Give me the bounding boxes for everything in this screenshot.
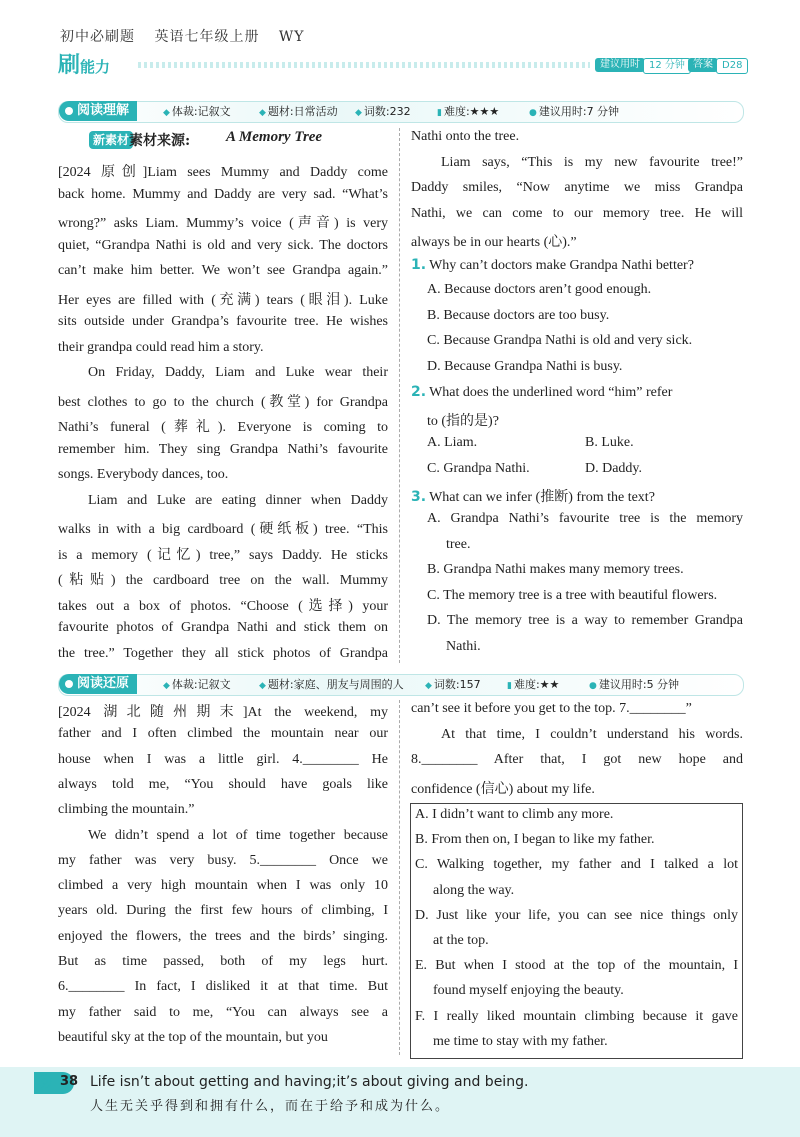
question-stem (411, 257, 694, 274)
suggested-time-label: 建议用时 (595, 58, 645, 72)
book-icon: ◆ (163, 108, 170, 118)
passage-line: is a memory (记忆) tree,” says Daddy. He sticks (58, 547, 388, 563)
passage-line: years old. During the first few hours of climbing, I (58, 903, 388, 919)
passage-line: walks in with a big cardboard (硬纸板) tree. “This (58, 522, 388, 537)
edition-name: WY (278, 29, 305, 45)
book-header (60, 26, 319, 46)
passage-line: But as time passed, both of my legs hurt. (58, 954, 388, 969)
column-divider (399, 128, 400, 663)
passage-line: Nathi onto the tree. (411, 129, 520, 144)
passage-line: climbed a very high mountain when I was only 10 (58, 878, 388, 894)
new-material-badge: 新素材 (89, 131, 133, 149)
suggested-time-value: 12 分钟 (643, 58, 691, 74)
pen-icon: ◆ (259, 681, 266, 691)
passage-line: always be in our hearts (心).” (411, 235, 577, 250)
passage-line: Liam and Luke are eating dinner when Daddy (88, 492, 388, 508)
passage-line: wrong?” asks Liam. Mummy’s voice (声音) is very (58, 216, 388, 231)
passage-line: the tree.” Together they all stick photos of Grandpa (58, 645, 388, 661)
pen-icon: ◆ (259, 108, 266, 118)
difficulty-tag: ▮ 难度:★★ (507, 678, 560, 691)
time-tag: ● 建议用时:7 分钟 (529, 105, 620, 118)
genre-tag: ◆ 体裁:记叙文 (163, 678, 231, 691)
quote-chinese: 人生无关乎得到和拥有什么，而在于给予和成为什么。 (90, 1098, 451, 1113)
book-icon: ◆ (163, 681, 170, 691)
passage-line: (粘贴) the cardboard tree on the wall. Mummy (58, 573, 388, 588)
passage-line: takes out a box of photos. “Choose (选择) your (58, 598, 388, 614)
passage-line: quiet, “Grandpa Nathi is old and very sick. The doctors (58, 237, 388, 253)
passage-line: Nathi’s funeral (葬礼). Everyone is coming to (58, 420, 388, 435)
topic-tag: ◆ 题材:家庭、朋友与周围的人 (259, 678, 404, 691)
answer-option: D. The memory tree is a way to remember Grandpa (427, 613, 743, 628)
answer-option: Nathi. (446, 639, 481, 654)
passage-line: can’t make him better. We won’t see Grandpa again.” (58, 263, 388, 278)
difficulty-tag: ▮ 难度:★★★ (437, 105, 500, 118)
passage-line: [2024 原创]Liam sees Mummy and Daddy come (58, 165, 388, 180)
bars-icon: ▮ (507, 681, 512, 691)
passage-line: [2024 湖北随州期末]At the weekend, my (58, 705, 388, 720)
answer-label: 答案 (688, 58, 718, 72)
answer-option: B. Grandpa Nathi makes many memory trees. (427, 562, 684, 577)
option-line: F. I really liked mountain climbing because it gave (415, 1008, 738, 1024)
passage-line: sits outside under Grandpa’s favourite tree. He wishes (58, 314, 388, 329)
genre-tag: ◆ 体裁:记叙文 (163, 105, 231, 118)
option-line: me time to stay with my father. (433, 1033, 608, 1049)
section-bar-reading-comprehension (58, 101, 744, 123)
passage-line: On Friday, Daddy, Liam and Luke wear their (88, 365, 388, 380)
source-label: 素材来源: (129, 133, 191, 149)
passage-line: my father said to me, “You can always see a (58, 1004, 388, 1020)
question-stem (411, 384, 672, 401)
passage-line: their grandpa could read him a story. (58, 339, 264, 355)
answer-option: tree. (446, 537, 471, 552)
answer-option: A. Liam. (427, 435, 478, 450)
answer-option: B. Luke. (585, 435, 634, 450)
option-line: found myself enjoying the beauty. (433, 983, 624, 999)
passage-line: Nathi, we can come to our memory tree. He will (411, 205, 743, 221)
series-name: 初中必刷题 (60, 29, 135, 45)
answer-option: D. Because Grandpa Nathi is busy. (427, 358, 623, 374)
word-count-tag: ◆ 词数:232 (355, 105, 411, 118)
passage-line: remember him. They sing Grandpa Nathi’s favourite (58, 441, 388, 457)
quote-english: Life isn’t about getting and having;it’s about giving and being. (90, 1074, 529, 1090)
bulb-icon: ● (589, 681, 597, 691)
passage-line: house when I was a little girl. 4.________ He (58, 751, 388, 767)
bars-icon: ▮ (437, 108, 442, 118)
passage-line: songs. Everybody dances, too. (58, 467, 229, 482)
word-count-tag: ◆ 词数:157 (425, 678, 481, 691)
answer-option: B. Because doctors are too busy. (427, 307, 610, 323)
bulb-icon: ● (529, 108, 537, 118)
passage-line: climbing the mountain.” (58, 802, 195, 818)
passage-line: 6.________ In fact, I disliked it at that time. But (58, 979, 388, 995)
answer-option: C. Because Grandpa Nathi is old and very sick. (427, 333, 693, 348)
subject-name: 英语七年级上册 (154, 29, 260, 45)
question-text: to (指的是)? (427, 414, 499, 429)
passage-line: can’t see it before you get to the top. 7.________” (411, 701, 692, 716)
option-line: at the top. (433, 933, 489, 948)
question-number: 2. (411, 384, 427, 400)
topic-tag: ◆ 题材:日常活动 (259, 105, 338, 118)
passage-line: father and I often climbed the mountain near our (58, 726, 388, 742)
passage-line: back home. Mummy and Daddy are very sad. “What’s (58, 186, 388, 202)
section-title: 阅读理解 (59, 101, 137, 121)
option-line: A. I didn’t want to climb any more. (415, 807, 614, 822)
section-title: 阅读还原 (59, 674, 137, 694)
header-dotted-rule (138, 62, 590, 68)
question-text: Why can’t doctors make Grandpa Nathi better? (429, 258, 694, 273)
option-line: E. But when I stood at the top of the mountain, I (415, 958, 738, 974)
question-text: What can we infer (推断) from the text? (429, 490, 655, 505)
option-line: B. From then on, I began to like my father. (415, 832, 655, 848)
passage-line: confidence (信心) about my life. (411, 781, 595, 797)
question-stem (411, 486, 655, 506)
brand-sub: 能力 (80, 58, 111, 76)
pencil-icon: ◆ (355, 108, 362, 118)
option-line: D. Just like your life, you can see nice things only (415, 907, 738, 923)
time-tag: ● 建议用时:5 分钟 (589, 678, 680, 691)
option-line: along the way. (433, 882, 515, 898)
passage-line: beautiful sky at the top of the mountain, but you (58, 1029, 328, 1045)
question-number: 1. (411, 257, 427, 273)
passage-line: best clothes to go to the church (教堂) for Grandpa (58, 394, 388, 410)
passage-line: Liam says, “This is my new favourite tree!” (441, 154, 743, 170)
passage-line: Her eyes are filled with (充满) tears (眼泪). Luke (58, 292, 388, 308)
option-line: C. Walking together, my father and I talked a lot (415, 857, 738, 873)
passage-title: A Memory Tree (226, 129, 323, 145)
question-text: What does the underlined word “him” refer (429, 385, 673, 400)
answer-page: D28 (716, 58, 748, 74)
answer-option: C. Grandpa Nathi. (427, 461, 530, 476)
brand-logo (58, 48, 110, 79)
passage-line: enjoyed the flowers, the trees and the birds’ singing. (58, 928, 388, 944)
passage-line: favourite photos of Grandpa Nathi and stick them on (58, 620, 388, 635)
passage-line: 8.________ After that, I got new hope and (411, 752, 743, 767)
column-divider (399, 700, 400, 1055)
question-number: 3. (411, 489, 427, 505)
passage-line: my father was very busy. 5.________ Once we (58, 852, 388, 868)
pencil-icon: ◆ (425, 681, 432, 691)
page-number: 38 (60, 1074, 79, 1089)
answer-option: C. The memory tree is a tree with beautiful flowers. (427, 588, 718, 603)
brand-char: 刷 (58, 52, 81, 78)
lightbulb-icon: ◎ (37, 1070, 53, 1091)
answer-option: A. Because doctors aren’t good enough. (427, 282, 652, 297)
answer-option: D. Daddy. (585, 461, 643, 476)
section-bar-reading-restore (58, 674, 744, 696)
passage-line: Daddy smiles, “Now anytime we miss Grandpa (411, 180, 743, 195)
passage-line: We didn’t spend a lot of time together because (88, 827, 388, 843)
answer-option: A. Grandpa Nathi’s favourite tree is the memory (427, 511, 743, 526)
passage-line: At that time, I couldn’t understand his words. (441, 726, 743, 742)
passage-line: always told me, “You should have goals like (58, 776, 388, 792)
